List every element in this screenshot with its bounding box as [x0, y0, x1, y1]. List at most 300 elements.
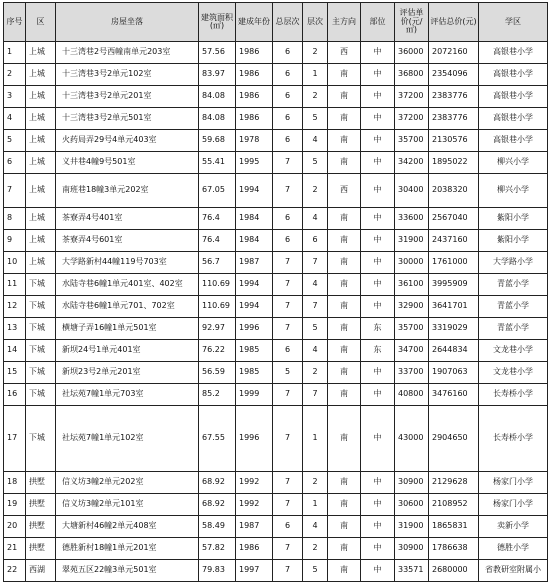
cell-area: 79.83: [199, 560, 236, 582]
header-row: [4, 3, 548, 42]
cell-total-price: 3641701: [429, 296, 479, 318]
cell-address: 社坛苑7幢1单元102室: [56, 406, 199, 472]
cell-area: 68.92: [199, 472, 236, 494]
table-row: [4, 296, 548, 318]
cell-total-floors: 7: [273, 560, 303, 582]
cell-unit-price: 30900: [395, 472, 429, 494]
header-year: 建成年份: [236, 3, 273, 42]
cell-area: 110.69: [199, 274, 236, 296]
table-row: [4, 42, 548, 64]
cell-total-price: 2383776: [429, 108, 479, 130]
cell-district: 下城: [26, 296, 56, 318]
cell-floor: 4: [303, 274, 328, 296]
cell-school: 文龙巷小学: [479, 362, 548, 384]
cell-index: 8: [4, 208, 26, 230]
cell-year: 1986: [236, 42, 273, 64]
cell-district: 上城: [26, 174, 56, 208]
cell-total-price: 2038320: [429, 174, 479, 208]
cell-floor: 2: [303, 174, 328, 208]
cell-position: 中: [361, 362, 395, 384]
header-unit-price: 评估单价(元/㎡): [395, 3, 429, 42]
cell-total-floors: 7: [273, 406, 303, 472]
cell-unit-price: 33600: [395, 208, 429, 230]
cell-year: 1978: [236, 130, 273, 152]
cell-unit-price: 30000: [395, 252, 429, 274]
cell-total-price: 1786638: [429, 538, 479, 560]
cell-district: 上城: [26, 64, 56, 86]
cell-area: 67.05: [199, 174, 236, 208]
cell-year: 1985: [236, 362, 273, 384]
cell-total-floors: 7: [273, 152, 303, 174]
cell-total-floors: 7: [273, 318, 303, 340]
cell-area: 58.49: [199, 516, 236, 538]
cell-floor: 7: [303, 296, 328, 318]
cell-total-price: 2680000: [429, 560, 479, 582]
cell-area: 68.92: [199, 494, 236, 516]
cell-orientation: 南: [328, 472, 361, 494]
cell-area: 76.22: [199, 340, 236, 362]
cell-position: 中: [361, 494, 395, 516]
cell-unit-price: 33700: [395, 362, 429, 384]
cell-total-floors: 6: [273, 340, 303, 362]
cell-area: 110.69: [199, 296, 236, 318]
cell-total-price: 3319029: [429, 318, 479, 340]
cell-orientation: 南: [328, 560, 361, 582]
cell-area: 59.68: [199, 130, 236, 152]
cell-index: 12: [4, 296, 26, 318]
cell-address: 水陆寺巷6幢1单元401室、402室: [56, 274, 199, 296]
cell-total-floors: 6: [273, 130, 303, 152]
cell-total-floors: 7: [273, 252, 303, 274]
table-row: [4, 64, 548, 86]
cell-total-floors: 6: [273, 64, 303, 86]
cell-orientation: 南: [328, 406, 361, 472]
cell-year: 1987: [236, 516, 273, 538]
cell-address: 义井巷4幢9号501室: [56, 152, 199, 174]
cell-total-floors: 6: [273, 108, 303, 130]
cell-district: 上城: [26, 152, 56, 174]
cell-total-price: 2437160: [429, 230, 479, 252]
cell-total-price: 2644834: [429, 340, 479, 362]
cell-year: 1994: [236, 274, 273, 296]
cell-total-floors: 7: [273, 494, 303, 516]
cell-orientation: 南: [328, 494, 361, 516]
cell-index: 18: [4, 472, 26, 494]
cell-position: 中: [361, 208, 395, 230]
cell-district: 下城: [26, 406, 56, 472]
cell-floor: 5: [303, 318, 328, 340]
cell-orientation: 南: [328, 362, 361, 384]
header-total-price: 评估总价(元): [429, 3, 479, 42]
table-row: [4, 340, 548, 362]
cell-address: 新坝24号1单元401室: [56, 340, 199, 362]
cell-position: 东: [361, 318, 395, 340]
cell-position: 中: [361, 516, 395, 538]
cell-total-price: 1865831: [429, 516, 479, 538]
header-orientation: 主方向: [328, 3, 361, 42]
cell-unit-price: 36100: [395, 274, 429, 296]
cell-position: 中: [361, 174, 395, 208]
cell-district: 下城: [26, 340, 56, 362]
table-row: [4, 174, 548, 208]
cell-district: 下城: [26, 318, 56, 340]
cell-total-floors: 7: [273, 472, 303, 494]
cell-total-price: 1907063: [429, 362, 479, 384]
cell-total-price: 3995909: [429, 274, 479, 296]
cell-year: 1994: [236, 174, 273, 208]
cell-school: 高银巷小学: [479, 108, 548, 130]
cell-index: 7: [4, 174, 26, 208]
cell-total-price: 2129628: [429, 472, 479, 494]
cell-position: 中: [361, 130, 395, 152]
cell-address: 德胜新村18幢1单元201室: [56, 538, 199, 560]
cell-year: 1984: [236, 208, 273, 230]
header-school: 学区: [479, 3, 548, 42]
cell-total-price: 2130576: [429, 130, 479, 152]
cell-address: 翠苑五区22幢3单元501室: [56, 560, 199, 582]
cell-total-price: 2383776: [429, 86, 479, 108]
cell-year: 1986: [236, 86, 273, 108]
cell-position: 中: [361, 64, 395, 86]
table-row: [4, 86, 548, 108]
table-row: [4, 130, 548, 152]
cell-index: 11: [4, 274, 26, 296]
cell-district: 上城: [26, 86, 56, 108]
cell-index: 19: [4, 494, 26, 516]
cell-school: 紫阳小学: [479, 230, 548, 252]
cell-area: 56.59: [199, 362, 236, 384]
cell-orientation: 南: [328, 108, 361, 130]
cell-school: 杨家门小学: [479, 494, 548, 516]
valuation-sheet: [3, 2, 547, 582]
cell-total-floors: 6: [273, 42, 303, 64]
cell-unit-price: 32900: [395, 296, 429, 318]
cell-district: 下城: [26, 274, 56, 296]
cell-total-floors: 7: [273, 384, 303, 406]
cell-index: 14: [4, 340, 26, 362]
cell-address: 十三湾巷3号2单元501室: [56, 108, 199, 130]
cell-address: 火药局弄29号4单元403室: [56, 130, 199, 152]
cell-district: 上城: [26, 108, 56, 130]
cell-district: 下城: [26, 362, 56, 384]
cell-school: 青蓝小学: [479, 274, 548, 296]
cell-floor: 2: [303, 538, 328, 560]
cell-school: 高银巷小学: [479, 130, 548, 152]
cell-school: 长寿桥小学: [479, 384, 548, 406]
cell-area: 85.2: [199, 384, 236, 406]
cell-total-price: 2904650: [429, 406, 479, 472]
cell-floor: 2: [303, 362, 328, 384]
cell-orientation: 西: [328, 42, 361, 64]
cell-total-price: 2567040: [429, 208, 479, 230]
cell-school: 德胜小学: [479, 538, 548, 560]
cell-floor: 4: [303, 340, 328, 362]
cell-area: 56.7: [199, 252, 236, 274]
table-row: [4, 318, 548, 340]
cell-index: 10: [4, 252, 26, 274]
cell-unit-price: 34700: [395, 340, 429, 362]
cell-address: 茶寮弄4号401室: [56, 208, 199, 230]
header-district: 区: [26, 3, 56, 42]
cell-position: 中: [361, 384, 395, 406]
cell-orientation: 南: [328, 64, 361, 86]
cell-year: 1994: [236, 296, 273, 318]
cell-district: 上城: [26, 230, 56, 252]
table-row: [4, 362, 548, 384]
cell-year: 1997: [236, 560, 273, 582]
cell-unit-price: 34200: [395, 152, 429, 174]
cell-district: 下城: [26, 384, 56, 406]
cell-position: 中: [361, 86, 395, 108]
cell-unit-price: 30900: [395, 538, 429, 560]
cell-floor: 7: [303, 384, 328, 406]
cell-year: 1987: [236, 252, 273, 274]
cell-school: 高银巷小学: [479, 42, 548, 64]
cell-unit-price: 30400: [395, 174, 429, 208]
header-floor: 层次: [303, 3, 328, 42]
cell-index: 22: [4, 560, 26, 582]
table-row: [4, 406, 548, 472]
cell-area: 92.97: [199, 318, 236, 340]
cell-unit-price: 35700: [395, 318, 429, 340]
cell-orientation: 南: [328, 516, 361, 538]
cell-year: 1986: [236, 108, 273, 130]
table-row: [4, 252, 548, 274]
cell-position: 中: [361, 152, 395, 174]
cell-district: 西湖: [26, 560, 56, 582]
cell-area: 76.4: [199, 230, 236, 252]
cell-index: 9: [4, 230, 26, 252]
cell-district: 拱墅: [26, 494, 56, 516]
cell-address: 十三湾巷3号2单元201室: [56, 86, 199, 108]
cell-year: 1986: [236, 538, 273, 560]
cell-district: 拱墅: [26, 472, 56, 494]
cell-floor: 5: [303, 560, 328, 582]
cell-index: 3: [4, 86, 26, 108]
cell-position: 中: [361, 230, 395, 252]
cell-orientation: 南: [328, 384, 361, 406]
cell-address: 茶寮弄4号601室: [56, 230, 199, 252]
cell-total-floors: 6: [273, 516, 303, 538]
cell-total-floors: 6: [273, 86, 303, 108]
cell-position: 中: [361, 274, 395, 296]
cell-total-price: 3476160: [429, 384, 479, 406]
cell-area: 76.4: [199, 208, 236, 230]
cell-position: 中: [361, 108, 395, 130]
cell-school: 柳兴小学: [479, 152, 548, 174]
cell-area: 57.82: [199, 538, 236, 560]
table-row: [4, 208, 548, 230]
cell-unit-price: 30600: [395, 494, 429, 516]
cell-floor: 2: [303, 86, 328, 108]
table-row: [4, 560, 548, 582]
cell-orientation: 南: [328, 230, 361, 252]
cell-school: 大学路小学: [479, 252, 548, 274]
cell-index: 20: [4, 516, 26, 538]
cell-total-floors: 6: [273, 208, 303, 230]
cell-year: 1999: [236, 384, 273, 406]
cell-orientation: 南: [328, 340, 361, 362]
cell-address: 社坛苑7幢1单元703室: [56, 384, 199, 406]
cell-unit-price: 31900: [395, 230, 429, 252]
cell-area: 83.97: [199, 64, 236, 86]
cell-total-floors: 5: [273, 362, 303, 384]
cell-total-price: 2108952: [429, 494, 479, 516]
cell-area: 84.08: [199, 108, 236, 130]
header-area: 建筑面积(㎡): [199, 3, 236, 42]
cell-orientation: 南: [328, 152, 361, 174]
table-row: [4, 152, 548, 174]
cell-orientation: 南: [328, 296, 361, 318]
cell-unit-price: 35700: [395, 130, 429, 152]
cell-school: 高银巷小学: [479, 86, 548, 108]
cell-address: 信义坊3幢2单元202室: [56, 472, 199, 494]
header-index: 序号: [4, 3, 26, 42]
cell-area: 57.56: [199, 42, 236, 64]
cell-floor: 7: [303, 252, 328, 274]
cell-address: 十三湾巷3号2单元102室: [56, 64, 199, 86]
cell-orientation: 南: [328, 130, 361, 152]
cell-unit-price: 37200: [395, 86, 429, 108]
cell-position: 中: [361, 406, 395, 472]
cell-year: 1992: [236, 494, 273, 516]
cell-position: 中: [361, 296, 395, 318]
cell-unit-price: 37200: [395, 108, 429, 130]
header-position: 部位: [361, 3, 395, 42]
cell-district: 上城: [26, 130, 56, 152]
cell-floor: 1: [303, 64, 328, 86]
cell-total-price: 1761000: [429, 252, 479, 274]
cell-floor: 4: [303, 516, 328, 538]
cell-address: 水陆寺巷6幢1单元701、702室: [56, 296, 199, 318]
cell-address: 大塘新村46幢2单元408室: [56, 516, 199, 538]
cell-orientation: 南: [328, 318, 361, 340]
cell-year: 1992: [236, 472, 273, 494]
cell-area: 55.41: [199, 152, 236, 174]
cell-floor: 4: [303, 208, 328, 230]
cell-unit-price: 40800: [395, 384, 429, 406]
cell-year: 1986: [236, 64, 273, 86]
cell-school: 长寿桥小学: [479, 406, 548, 472]
cell-year: 1985: [236, 340, 273, 362]
cell-index: 6: [4, 152, 26, 174]
cell-index: 2: [4, 64, 26, 86]
cell-school: 高银巷小学: [479, 64, 548, 86]
cell-index: 1: [4, 42, 26, 64]
cell-total-price: 1895022: [429, 152, 479, 174]
cell-address: 十三湾巷2号西幢南单元203室: [56, 42, 199, 64]
table-row: [4, 538, 548, 560]
cell-index: 16: [4, 384, 26, 406]
cell-school: 省教研室附属小: [479, 560, 548, 582]
cell-floor: 5: [303, 108, 328, 130]
table-row: [4, 472, 548, 494]
cell-total-floors: 7: [273, 296, 303, 318]
cell-floor: 2: [303, 42, 328, 64]
table-row: [4, 230, 548, 252]
cell-orientation: 南: [328, 274, 361, 296]
cell-floor: 1: [303, 494, 328, 516]
cell-address: 新坝23号2单元201室: [56, 362, 199, 384]
cell-school: 文龙巷小学: [479, 340, 548, 362]
cell-total-floors: 6: [273, 230, 303, 252]
cell-address: 南班巷18幢3单元202室: [56, 174, 199, 208]
cell-district: 上城: [26, 208, 56, 230]
property-valuation-table: [3, 2, 548, 582]
table-row: [4, 516, 548, 538]
cell-total-floors: 7: [273, 174, 303, 208]
cell-orientation: 南: [328, 252, 361, 274]
cell-floor: 2: [303, 472, 328, 494]
table-row: [4, 384, 548, 406]
cell-unit-price: 43000: [395, 406, 429, 472]
header-total-floors: 总层次: [273, 3, 303, 42]
cell-total-price: 2072160: [429, 42, 479, 64]
cell-index: 4: [4, 108, 26, 130]
cell-floor: 4: [303, 130, 328, 152]
cell-total-floors: 7: [273, 274, 303, 296]
cell-year: 1984: [236, 230, 273, 252]
table-row: [4, 274, 548, 296]
cell-address: 信义坊3幢2单元101室: [56, 494, 199, 516]
cell-unit-price: 33571: [395, 560, 429, 582]
cell-orientation: 南: [328, 86, 361, 108]
cell-year: 1996: [236, 406, 273, 472]
cell-index: 17: [4, 406, 26, 472]
cell-total-floors: 7: [273, 538, 303, 560]
cell-school: 青蓝小学: [479, 318, 548, 340]
cell-unit-price: 31900: [395, 516, 429, 538]
cell-orientation: 南: [328, 208, 361, 230]
cell-year: 1995: [236, 152, 273, 174]
cell-school: 紫阳小学: [479, 208, 548, 230]
cell-unit-price: 36800: [395, 64, 429, 86]
cell-floor: 5: [303, 152, 328, 174]
cell-position: 中: [361, 560, 395, 582]
cell-floor: 6: [303, 230, 328, 252]
header-address: 房屋坐落: [56, 3, 199, 42]
cell-position: 中: [361, 42, 395, 64]
cell-district: 上城: [26, 42, 56, 64]
cell-orientation: 西: [328, 174, 361, 208]
table-row: [4, 108, 548, 130]
cell-school: 柳兴小学: [479, 174, 548, 208]
cell-address: 横塘子弄16幢1单元501室: [56, 318, 199, 340]
cell-school: 卖新小学: [479, 516, 548, 538]
cell-floor: 1: [303, 406, 328, 472]
cell-index: 5: [4, 130, 26, 152]
cell-position: 中: [361, 538, 395, 560]
cell-position: 东: [361, 340, 395, 362]
cell-year: 1996: [236, 318, 273, 340]
cell-school: 杨家门小学: [479, 472, 548, 494]
cell-area: 84.08: [199, 86, 236, 108]
cell-index: 15: [4, 362, 26, 384]
cell-unit-price: 36000: [395, 42, 429, 64]
cell-position: 中: [361, 252, 395, 274]
cell-index: 13: [4, 318, 26, 340]
cell-orientation: 南: [328, 538, 361, 560]
cell-total-price: 2354096: [429, 64, 479, 86]
table-row: [4, 494, 548, 516]
cell-school: 青蓝小学: [479, 296, 548, 318]
table-body: [4, 42, 548, 582]
cell-district: 上城: [26, 252, 56, 274]
cell-area: 67.55: [199, 406, 236, 472]
cell-district: 拱墅: [26, 516, 56, 538]
cell-position: 中: [361, 472, 395, 494]
cell-index: 21: [4, 538, 26, 560]
